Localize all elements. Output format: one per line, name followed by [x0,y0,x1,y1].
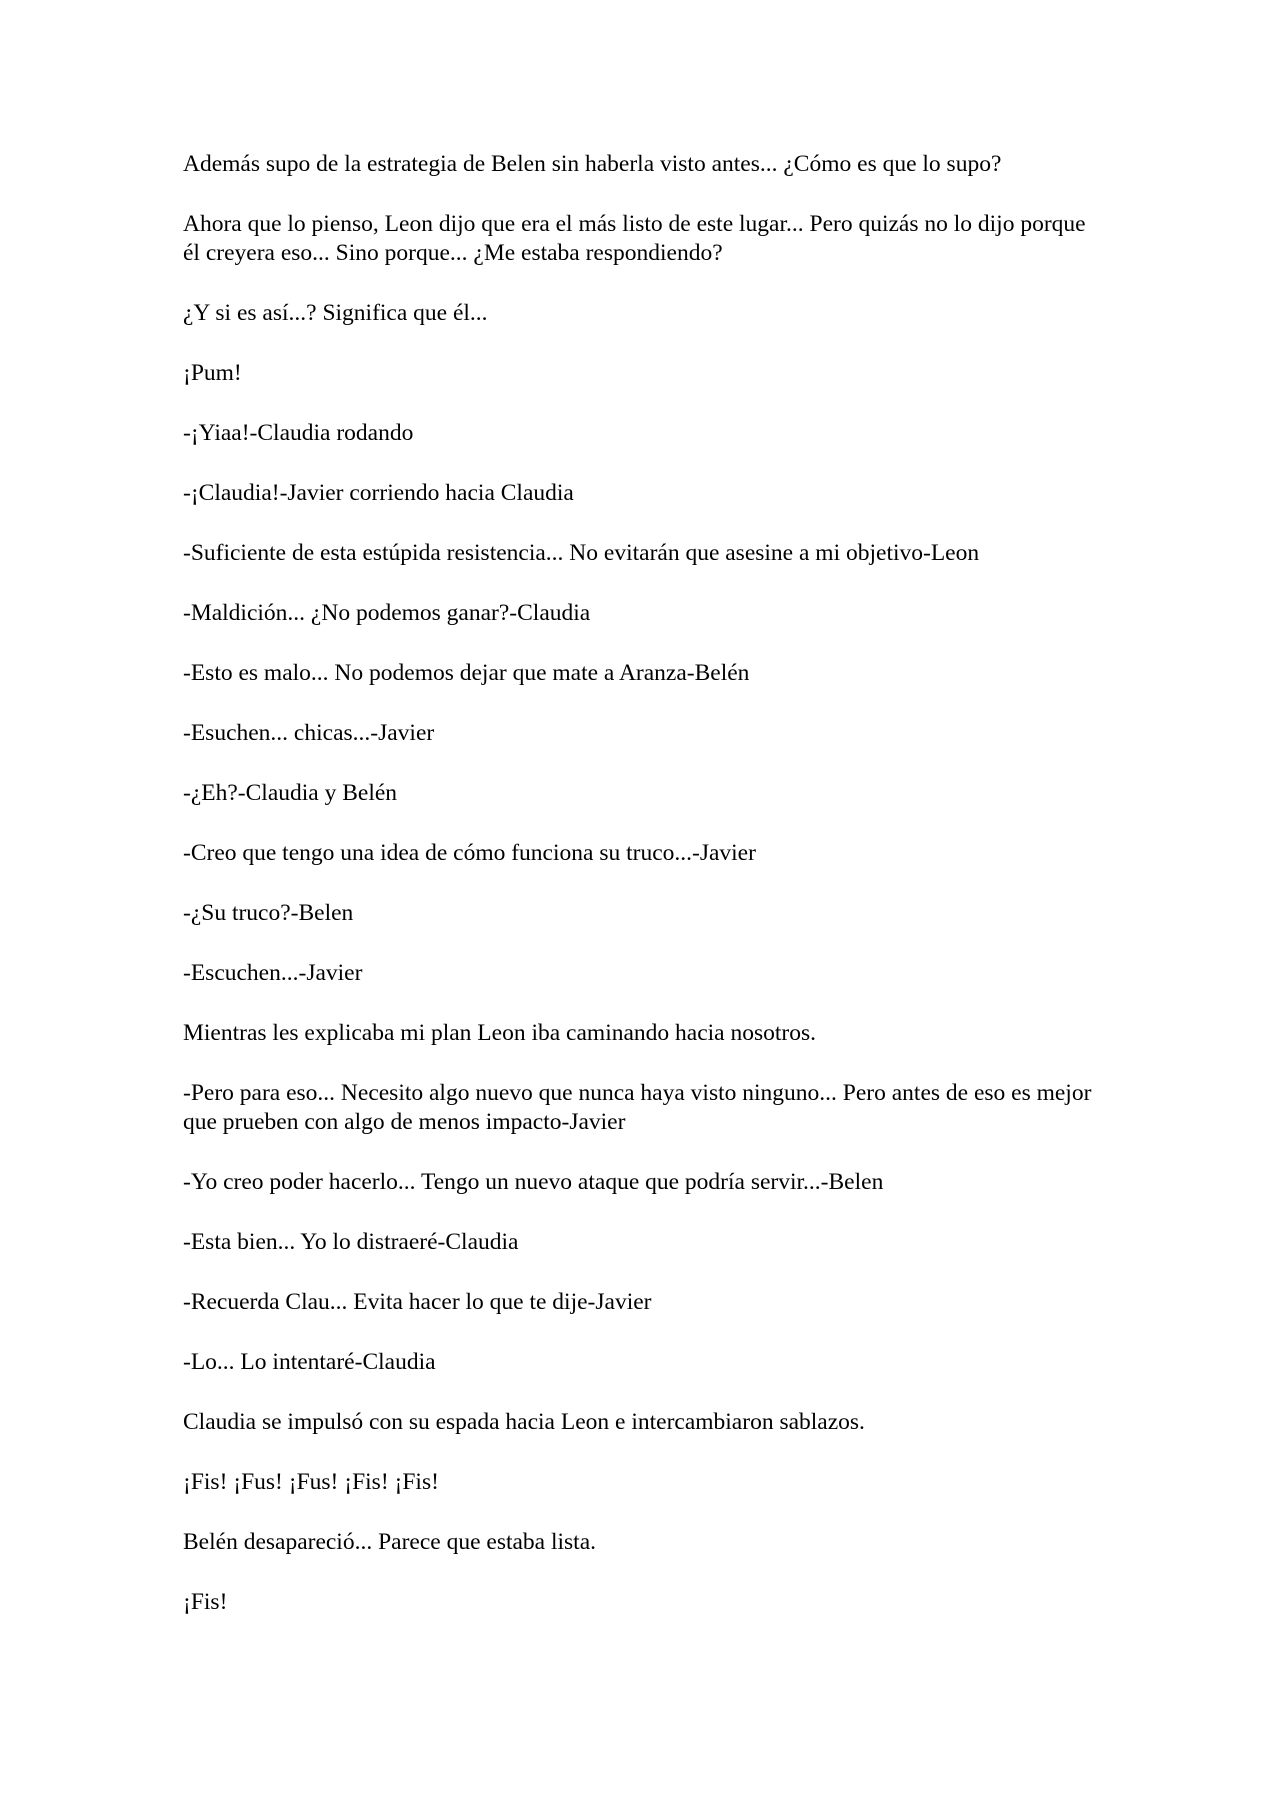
paragraph: -¿Su truco?-Belen [183,900,354,926]
paragraph: Claudia se impulsó con su espada hacia Leon e intercambiaron sablazos. [183,1409,865,1435]
paragraph: -Esto es malo... No podemos dejar que mate a Aranza-Belén [183,660,750,686]
paragraph: -Creo que tengo una idea de cómo funciona su truco...-Javier [183,840,756,866]
paragraph: -Suficiente de esta estúpida resistencia... No evitarán que asesine a mi objetivo-Leon [183,540,980,566]
paragraph: Belén desapareció... Parece que estaba lista. [183,1529,597,1555]
paragraph: ¿Y si es así...? Significa que él... [183,300,488,326]
document-body [183,150,1103,1648]
paragraph: ¡Fis! [183,1589,228,1615]
paragraph: -Yo creo poder hacerlo... Tengo un nuevo ataque que podría servir...-Belen [183,1169,884,1195]
paragraph: -Recuerda Clau... Evita hacer lo que te dije-Javier [183,1289,652,1315]
paragraph: -Pero para eso... Necesito algo nuevo que nunca haya visto ninguno... Pero antes de eso es mejor que prueben con algo de menos impacto-Javier [183,1080,1092,1135]
paragraph: ¡Pum! [183,360,242,386]
paragraph: Además supo de la estrategia de Belen sin haberla visto antes... ¿Cómo es que lo supo? [183,151,1002,177]
paragraph: -Esta bien... Yo lo distraeré-Claudia [183,1229,519,1255]
paragraph: ¡Fis! ¡Fus! ¡Fus! ¡Fis! ¡Fis! [183,1469,439,1495]
paragraph: -¿Eh?-Claudia y Belén [183,780,398,806]
paragraph: -Esuchen... chicas...-Javier [183,720,435,746]
paragraph: -Lo... Lo intentaré-Claudia [183,1349,436,1375]
paragraph: -¡Claudia!-Javier corriendo hacia Claudia [183,480,574,506]
paragraph: Mientras les explicaba mi plan Leon iba caminando hacia nosotros. [183,1020,816,1046]
paragraph: Ahora que lo pienso, Leon dijo que era el más listo de este lugar... Pero quizás no lo dijo porque él creyera eso... Sino porque... ¿Me estaba respondiendo? [183,211,1086,266]
paragraph: -¡Yiaa!-Claudia rodando [183,420,414,446]
paragraph: -Escuchen...-Javier [183,960,363,986]
paragraph: -Maldición... ¿No podemos ganar?-Claudia [183,600,591,626]
